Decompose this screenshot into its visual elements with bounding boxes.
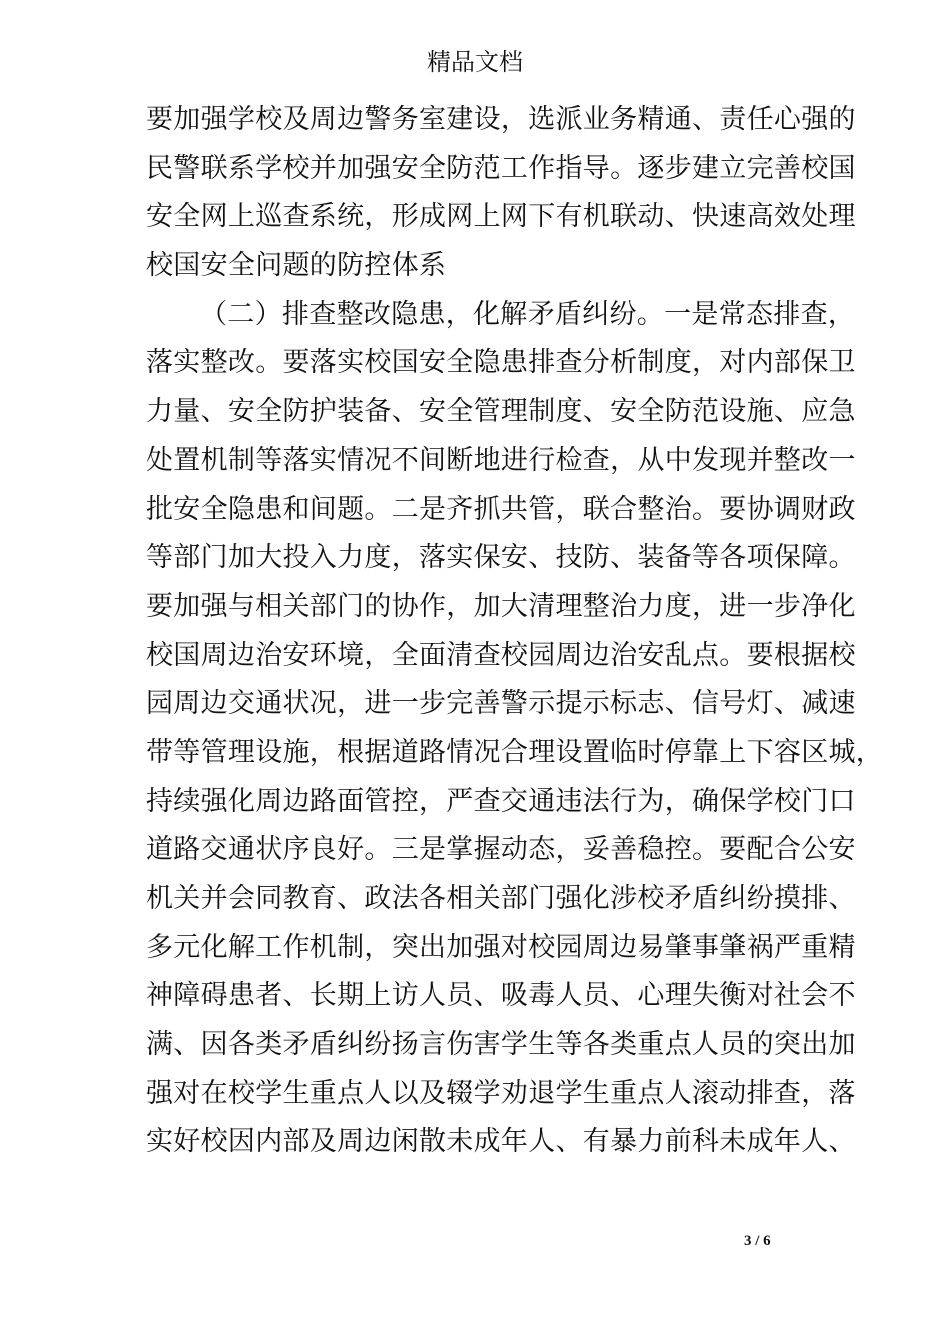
text-line-10: 等部门加大投入力度，落实保安、技防、装备等各项保障。 [146, 542, 856, 574]
text-line-2: 民警联系学校并加强安全防范工作指导。逐步建立完善校国 [146, 152, 856, 184]
text-line-3: 安全网上巡查系统，形成网上网下有机联动、快速高效处理 [146, 201, 856, 233]
document-body [146, 96, 884, 1167]
page-number: 3 / 6 [744, 1233, 771, 1249]
text-line-21: 强对在校学生重点人以及辍学劝退学生重点人滚动排查，落 [146, 1077, 856, 1109]
text-line-19: 神障碍患者、长期上访人员、吸毒人员、心理失衡对社会不 [146, 980, 856, 1012]
text-line-20: 满、因各类矛盾纠纷扬言伤害学生等各类重点人员的突出加 [146, 1029, 856, 1061]
page-header-title: 精品文档 [427, 48, 523, 76]
text-line-11: 要加强与相关部门的协作，加大清理整治力度，进一步净化 [146, 590, 856, 622]
text-line-1: 要加强学校及周边警务室建设，选派业务精通、责任心强的 [146, 104, 856, 135]
text-line-14: 带等管理设施，根据道路情况合理设置临时停靠上下容区城， [146, 736, 884, 768]
text-line-6: 落实整改。要落实校国安全隐患排查分析制度，对内部保卫 [146, 347, 856, 379]
text-line-18: 多元化解工作机制，突出加强对校园周边易肇事肇祸严重精 [146, 931, 856, 963]
text-line-8: 处置机制等落实情况不间断地进行检查，从中发现并整改一 [146, 444, 856, 476]
text-line-4: 校国安全问题的防控体系 [146, 250, 447, 282]
text-line-12: 校国周边治安环境，全面清查校园周边治安乱点。要根据校 [146, 639, 856, 671]
text-line-9: 批安全隐患和间题。二是齐抓共管，联合整治。要协调财政 [146, 493, 856, 525]
text-line-17: 机关并会同教育、政法各相关部门强化涉校矛盾纠纷摸排、 [146, 883, 856, 914]
text-line-22: 实好校因内部及周边闲散未成年人、有暴力前科未成年人、 [146, 1126, 856, 1158]
text-line-7: 力量、安全防护装备、安全管理制度、安全防范设施、应急 [146, 396, 856, 428]
text-line-13: 园周边交通状况，进一步完善警示提示标志、信号灯、减速 [146, 688, 856, 720]
section-heading-line: （二）排查整改隐患，化解矛盾纠纷。一是常态排查， [200, 298, 856, 330]
text-line-16: 道路交通状序良好。三是掌握动态，妥善稳控。要配合公安 [146, 834, 856, 866]
text-line-15: 持续强化周边路面管控，严查交通违法行为，确保学校门口 [146, 785, 856, 817]
